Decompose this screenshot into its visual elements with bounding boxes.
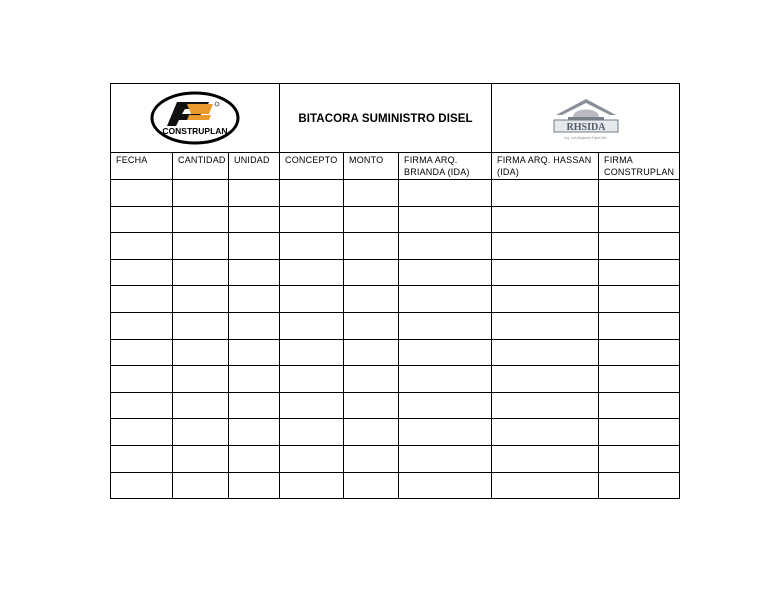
table-cell[interactable] [599, 286, 680, 313]
table-cell[interactable] [280, 472, 344, 499]
table-cell[interactable] [599, 472, 680, 499]
table-cell[interactable] [399, 259, 492, 286]
table-cell[interactable] [599, 445, 680, 472]
table-row [111, 259, 680, 286]
table-cell[interactable] [111, 180, 173, 207]
table-cell[interactable] [492, 366, 599, 393]
table-cell[interactable] [173, 286, 229, 313]
table-cell[interactable] [229, 472, 280, 499]
table-cell[interactable] [344, 233, 399, 260]
table-cell[interactable] [344, 419, 399, 446]
table-row [111, 392, 680, 419]
column-header-row [111, 153, 680, 180]
table-cell[interactable] [173, 445, 229, 472]
table-cell[interactable] [229, 233, 280, 260]
right-logo-cell [492, 84, 680, 153]
table-cell[interactable] [344, 445, 399, 472]
table-cell[interactable] [229, 392, 280, 419]
table-cell[interactable] [492, 419, 599, 446]
table-cell[interactable] [280, 445, 344, 472]
table-cell[interactable] [173, 206, 229, 233]
table-cell[interactable] [280, 366, 344, 393]
table-cell[interactable] [280, 312, 344, 339]
construplan-logo-icon [149, 90, 241, 146]
table-cell[interactable] [344, 366, 399, 393]
table-cell[interactable] [492, 286, 599, 313]
table-cell[interactable] [399, 392, 492, 419]
table-row [111, 445, 680, 472]
table-cell[interactable] [280, 339, 344, 366]
table-cell[interactable] [599, 206, 680, 233]
supply-log-table [110, 83, 680, 499]
table-cell[interactable] [280, 180, 344, 207]
left-logo-cell [111, 84, 280, 153]
table-cell[interactable] [173, 180, 229, 207]
table-cell[interactable] [229, 206, 280, 233]
table-cell[interactable] [399, 312, 492, 339]
table-cell[interactable] [599, 339, 680, 366]
table-cell[interactable] [344, 286, 399, 313]
table-cell[interactable] [280, 206, 344, 233]
table-cell[interactable] [399, 339, 492, 366]
table-cell[interactable] [173, 339, 229, 366]
construplan-logo-text: CONSTRUPLAN [162, 126, 228, 136]
table-cell[interactable] [399, 286, 492, 313]
table-cell[interactable] [111, 259, 173, 286]
rhsida-logo-text: RHSIDA [566, 122, 605, 133]
table-row [111, 180, 680, 207]
table-cell[interactable] [173, 259, 229, 286]
column-header-firma-construplan: FIRMA CONSTRUPLAN [599, 153, 680, 180]
table-cell[interactable] [111, 472, 173, 499]
table-cell[interactable] [111, 366, 173, 393]
table-cell[interactable] [399, 419, 492, 446]
table-cell[interactable] [111, 392, 173, 419]
table-cell[interactable] [111, 286, 173, 313]
table-cell[interactable] [229, 312, 280, 339]
table-cell[interactable] [344, 339, 399, 366]
table-cell[interactable] [229, 339, 280, 366]
table-cell[interactable] [229, 286, 280, 313]
table-cell[interactable] [173, 392, 229, 419]
table-body [111, 180, 680, 499]
table-row [111, 312, 680, 339]
table-cell[interactable] [111, 445, 173, 472]
table-cell[interactable] [229, 366, 280, 393]
table-cell[interactable] [492, 392, 599, 419]
table-cell[interactable] [599, 419, 680, 446]
table-cell[interactable] [111, 419, 173, 446]
table-cell[interactable] [399, 180, 492, 207]
table-cell[interactable] [492, 472, 599, 499]
table-cell[interactable] [344, 180, 399, 207]
column-header-fecha: FECHA [111, 153, 173, 180]
table-cell[interactable] [492, 233, 599, 260]
table-row [111, 286, 680, 313]
table-cell[interactable] [492, 259, 599, 286]
table-cell[interactable] [344, 312, 399, 339]
table-cell[interactable] [344, 206, 399, 233]
table-row [111, 206, 680, 233]
table-cell[interactable] [599, 259, 680, 286]
rhsida-logo-icon [546, 93, 626, 143]
table-cell[interactable] [492, 206, 599, 233]
table-cell[interactable] [344, 259, 399, 286]
table-cell[interactable] [173, 366, 229, 393]
table-cell[interactable] [229, 419, 280, 446]
table-cell[interactable] [599, 233, 680, 260]
table-cell[interactable] [399, 472, 492, 499]
table-cell[interactable] [111, 339, 173, 366]
table-cell[interactable] [173, 233, 229, 260]
table-cell[interactable] [280, 286, 344, 313]
rhsida-tagline: Ing. Luis Alejandro Pulido Mtz. [564, 136, 607, 140]
table-cell[interactable] [111, 312, 173, 339]
table-cell[interactable] [399, 233, 492, 260]
table-cell[interactable] [280, 392, 344, 419]
column-header-firma-brianda: FIRMA ARQ. BRIANDA (IDA) [399, 153, 492, 180]
table-cell[interactable] [599, 180, 680, 207]
table-cell[interactable] [229, 445, 280, 472]
column-header-unidad: UNIDAD [229, 153, 280, 180]
table-cell[interactable] [344, 392, 399, 419]
table-cell[interactable] [599, 392, 680, 419]
column-header-concepto: CONCEPTO [280, 153, 344, 180]
table-cell[interactable] [399, 206, 492, 233]
table-cell[interactable] [173, 312, 229, 339]
table-cell[interactable] [399, 366, 492, 393]
table-cell[interactable] [599, 312, 680, 339]
table-row [111, 366, 680, 393]
table-row [111, 419, 680, 446]
table-cell[interactable] [399, 445, 492, 472]
column-header-monto: MONTO [344, 153, 399, 180]
table-cell[interactable] [280, 233, 344, 260]
table-cell[interactable] [492, 180, 599, 207]
table-cell[interactable] [111, 206, 173, 233]
table-cell[interactable] [280, 259, 344, 286]
table-cell[interactable] [599, 366, 680, 393]
table-cell[interactable] [173, 419, 229, 446]
table-cell[interactable] [111, 233, 173, 260]
header-row [111, 84, 680, 153]
document-title: BITACORA SUMINISTRO DISEL [298, 113, 473, 125]
column-header-firma-hassan: FIRMA ARQ. HASSAN (IDA) [492, 153, 599, 180]
table-cell[interactable] [173, 472, 229, 499]
table-cell[interactable] [229, 180, 280, 207]
table-row [111, 233, 680, 260]
table-cell[interactable] [344, 472, 399, 499]
table-row [111, 472, 680, 499]
table-cell[interactable] [492, 445, 599, 472]
table-cell[interactable] [229, 259, 280, 286]
table-cell[interactable] [492, 312, 599, 339]
title-cell [280, 84, 492, 153]
column-header-cantidad: CANTIDAD [173, 153, 229, 180]
table-cell[interactable] [492, 339, 599, 366]
table-cell[interactable] [280, 419, 344, 446]
table-row [111, 339, 680, 366]
